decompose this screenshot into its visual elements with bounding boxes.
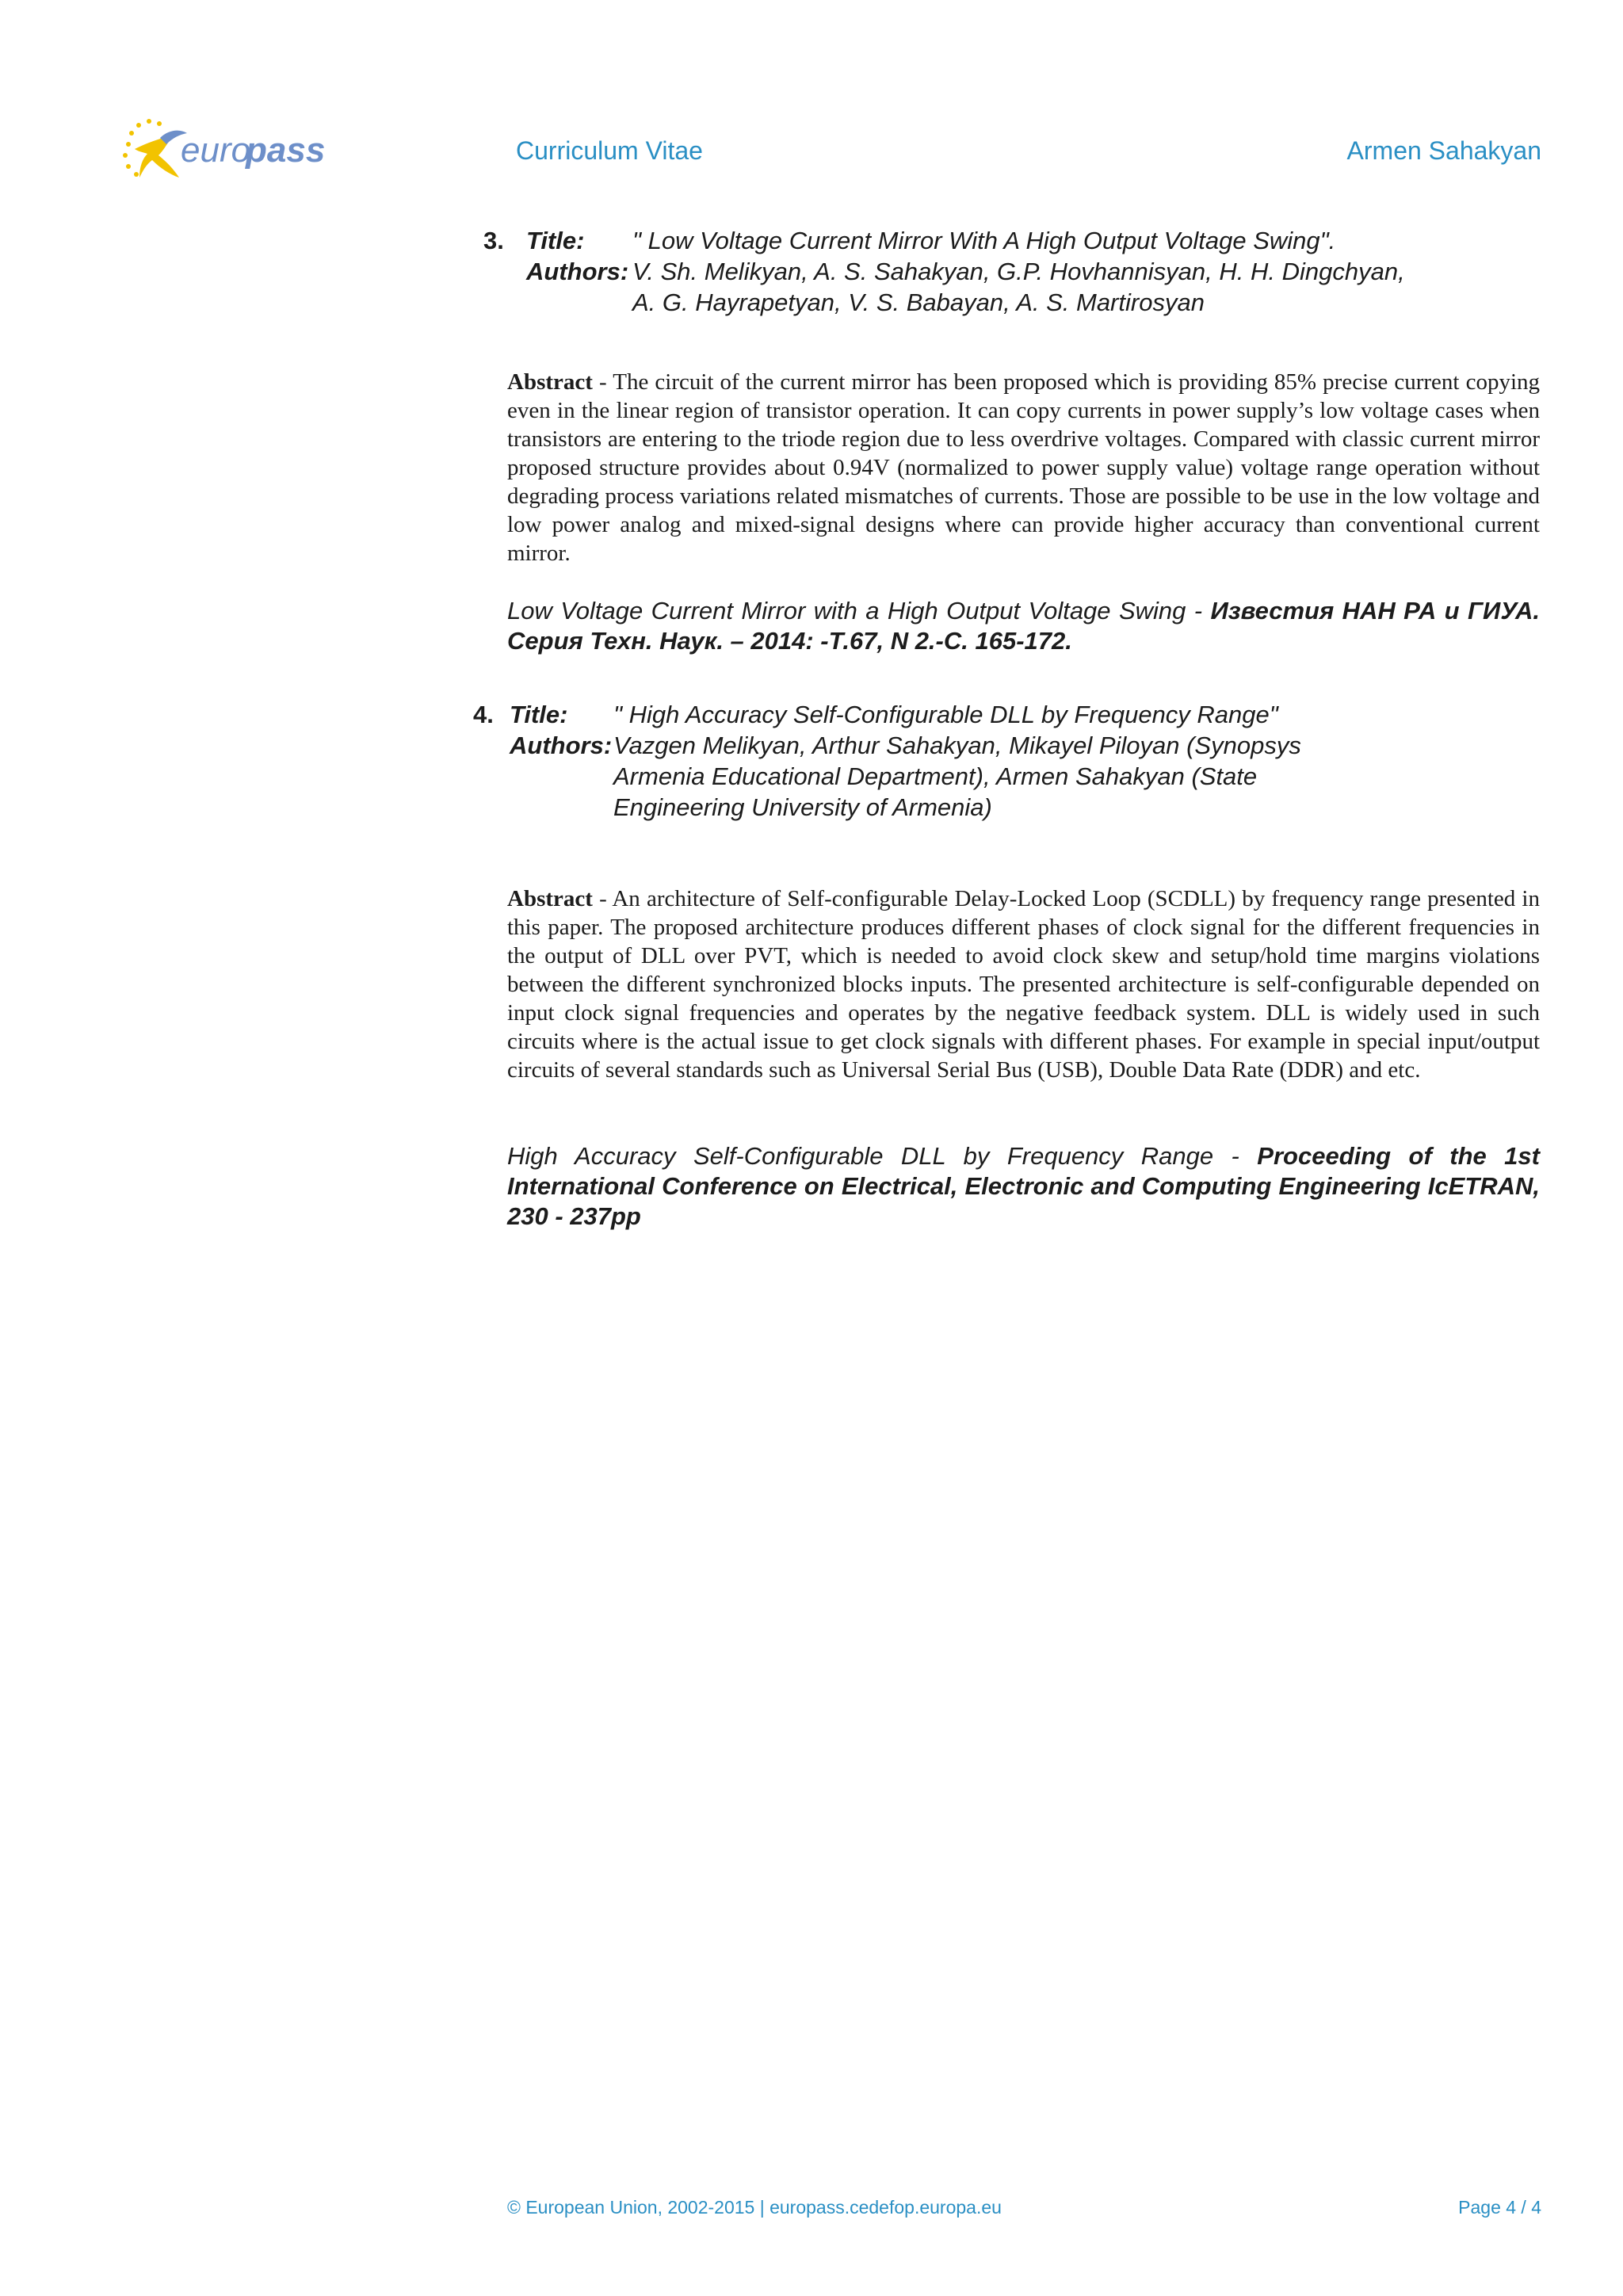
publication-4-abstract	[507, 884, 1540, 1084]
citation-title: High Accuracy Self-Configurable DLL by Frequency Range -	[507, 1142, 1258, 1170]
authors-label: Authors:	[510, 732, 613, 759]
publication-title: " Low Voltage Current Mirror With A High Output Voltage Swing".	[632, 227, 1336, 254]
citation-source: Proceeding of the 1st International Conference on Electrical, Electronic and Computing Engineering IcETRAN, 230 - 237pp	[507, 1142, 1540, 1230]
footer-page-number: Page 4 / 4	[1458, 2197, 1541, 2218]
svg-text:euro: euro	[181, 131, 251, 170]
publication-4-citation	[507, 1141, 1540, 1232]
footer-copyright: © European Union, 2002-2015 | europass.cedefop.europa.eu	[507, 2197, 1002, 2218]
publication-4-title-row	[473, 699, 1390, 730]
title-label: Title:	[526, 227, 585, 254]
citation-source: Известия НАН РА и ГИУА. Серия Техн. Наук. – 2014: -Т.67, N 2.-С. 165-172.	[507, 597, 1541, 655]
publication-3-header	[483, 225, 1409, 318]
europass-logo	[111, 109, 341, 189]
cv-title: Curriculum Vitae	[516, 136, 703, 165]
publication-3-authors-row	[483, 256, 1409, 318]
publication-3-abstract	[507, 368, 1540, 567]
publication-number: 4.	[473, 701, 494, 728]
citation-title: Low Voltage Current Mirror with a High Output Voltage Swing -	[507, 597, 1211, 625]
abstract-text: - The circuit of the current mirror has been proposed which is providing 85% precise current copying even in the linear region of transistor operation. It can copy currents in power supply’s low voltage cases when transistors are entering to the triode region due to less overdrive voltages. Compared with classic current mirror proposed structure provides about 0.94V (normalized to power supply value) voltage range operation without degrading process variations related mismatches of currents. Those are possible to be use in the low voltage and low power analog and mixed-signal designs where can provide higher accuracy than conventional current mirror.	[507, 369, 1540, 566]
publication-authors: V. Sh. Melikyan, A. S. Sahakyan, G.P. Hovhannisyan, H. H. Dingchyan, A. G. Hayrapetyan, V. S. Babayan, A. S. Martirosyan	[632, 258, 1405, 316]
publication-3-citation	[507, 596, 1540, 656]
publication-title: " High Accuracy Self-Configurable DLL by Frequency Range"	[613, 701, 1278, 728]
person-name: Armen Sahakyan	[1346, 136, 1541, 165]
publication-number: 3.	[483, 227, 504, 254]
publication-4-authors-row	[473, 730, 1390, 823]
title-label: Title:	[510, 701, 568, 728]
abstract-label: Abstract	[507, 886, 593, 911]
abstract-label: Abstract	[507, 369, 593, 395]
publication-3-title-row	[483, 225, 1409, 256]
europass-logo-graphic	[111, 109, 341, 189]
publication-authors: Vazgen Melikyan, Arthur Sahakyan, Mikayel Piloyan (Synopsys Armenia Educational Department), Armen Sahakyan (State Engineering University of Armenia)	[613, 732, 1301, 821]
svg-text:pass: pass	[246, 131, 326, 170]
publication-4-header	[473, 699, 1390, 823]
authors-label: Authors:	[526, 258, 629, 285]
abstract-text: - An architecture of Self-configurable Delay-Locked Loop (SCDLL) by frequency range presented in this paper. The proposed architecture produces different phases of clock signal for the different frequencies in the output of DLL over PVT, which is needed to avoid clock skew and setup/hold time margins violations between the different synchronized blocks inputs. The presented architecture is self-configurable depended on input clock signal frequencies and operates by the negative feedback system. DLL is widely used in such circuits where is the actual issue to get clock signals with different phases. For example in special input/output circuits of several standards such as Universal Serial Bus (USB), Double Data Rate (DDR) and etc.	[507, 886, 1540, 1083]
